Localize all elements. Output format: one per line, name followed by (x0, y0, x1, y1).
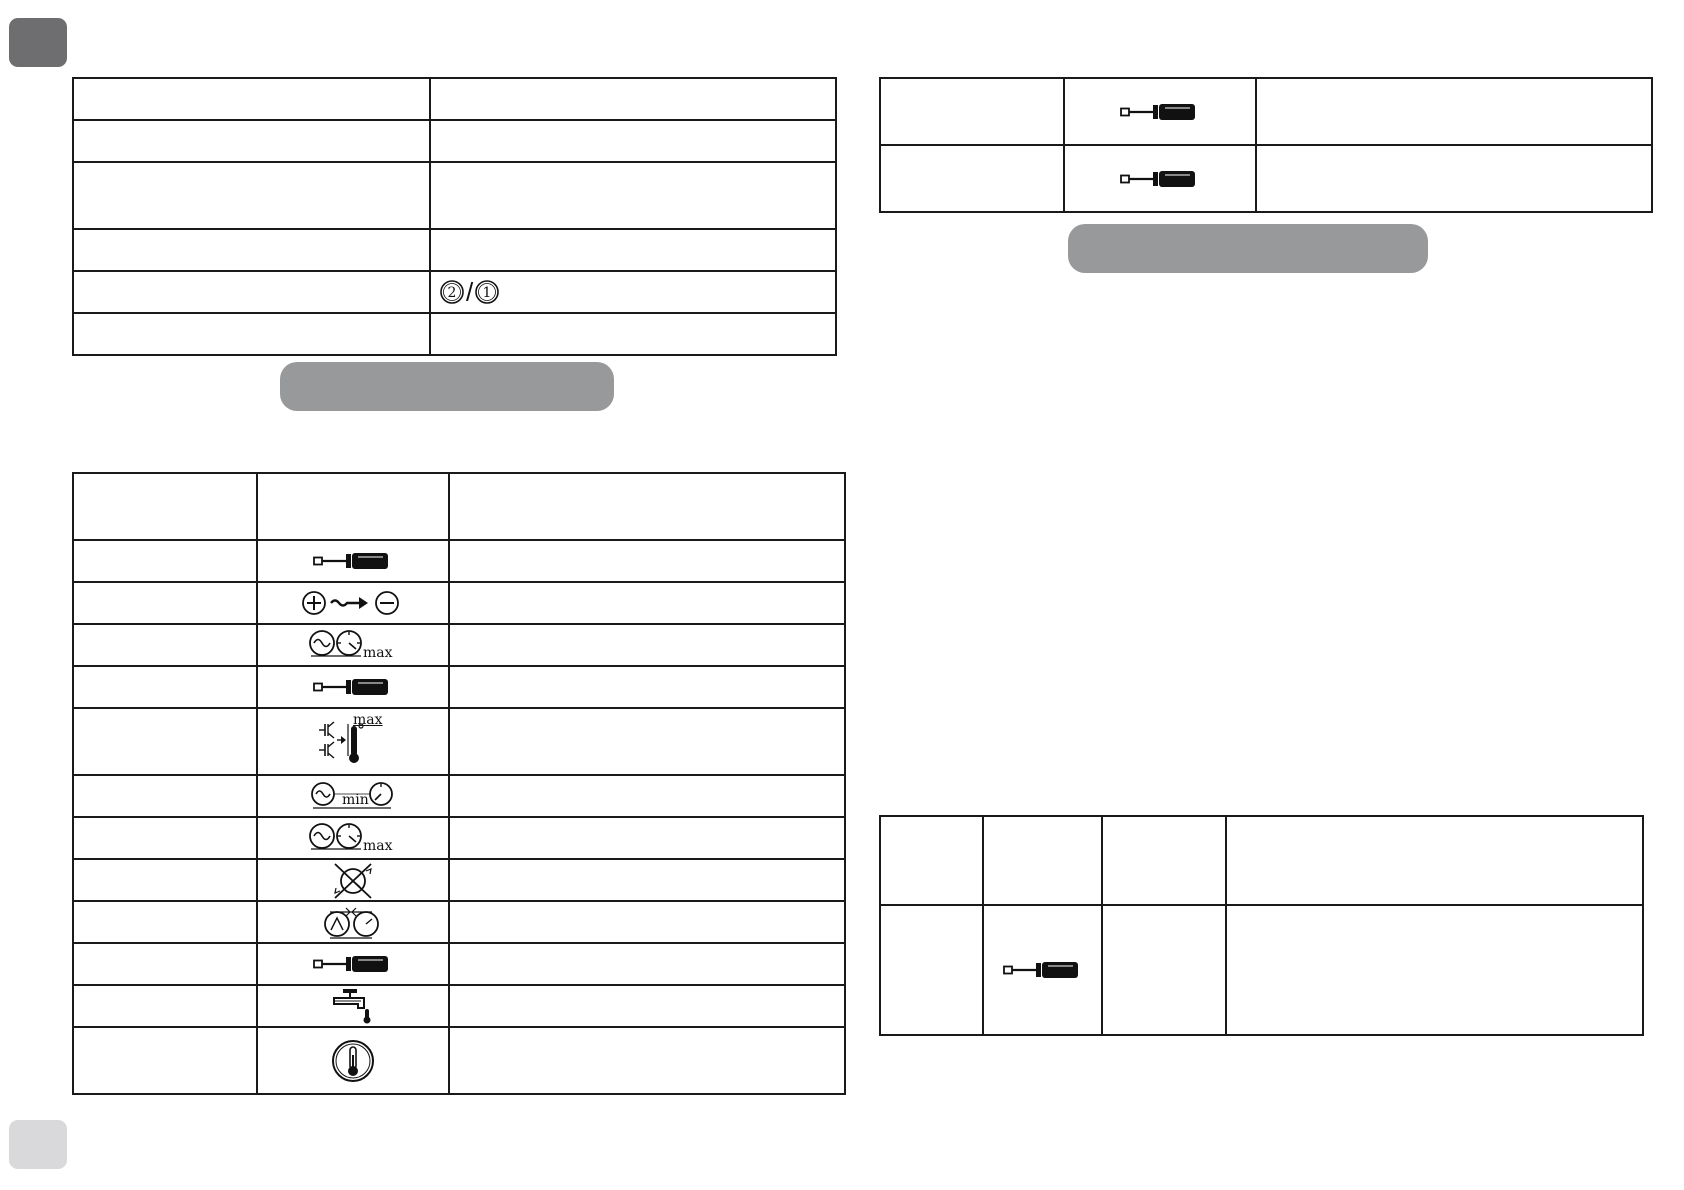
table-row (73, 817, 845, 859)
error-description (449, 817, 845, 859)
column-header (449, 473, 845, 540)
ac-pressure-min-icon (309, 780, 397, 812)
table-row (880, 905, 1643, 1035)
icon-label: max (363, 838, 393, 854)
spec-label (73, 271, 430, 313)
spec-value (430, 229, 836, 271)
table-row (73, 78, 836, 120)
column-header (983, 816, 1102, 905)
section-banner-left (280, 362, 614, 411)
pump-pressure-icon (320, 903, 386, 941)
pressure-sensor-fault-icon (330, 861, 376, 899)
spec-value (430, 78, 836, 120)
error-description (449, 624, 845, 666)
spec-value (430, 120, 836, 162)
table-row (880, 78, 1652, 145)
screwdriver-icon (313, 954, 393, 974)
screwdriver-icon (313, 677, 393, 697)
icon-label: max (353, 711, 383, 728)
svg-text:1: 1 (482, 285, 492, 301)
right-top-table (879, 77, 1653, 213)
spec-table (72, 77, 837, 356)
error-description (449, 901, 845, 943)
section-tab-top (9, 18, 67, 67)
right-bottom-table (879, 815, 1644, 1036)
table-header-row (880, 816, 1643, 905)
error-code (73, 624, 257, 666)
spec-value (430, 313, 836, 355)
table-row (880, 145, 1652, 212)
spec-label (73, 313, 430, 355)
error-code (73, 540, 257, 582)
table-row (73, 313, 836, 355)
screwdriver-icon (1120, 169, 1200, 189)
screwdriver-icon (1003, 960, 1083, 980)
icon-label: min (342, 792, 369, 808)
screwdriver-icon (1120, 102, 1200, 122)
error-description (1256, 78, 1652, 145)
table-cell (880, 905, 983, 1035)
icon-label: max (363, 645, 393, 661)
error-code (73, 666, 257, 708)
table-row (73, 1027, 845, 1094)
error-code (73, 817, 257, 859)
circled-2-icon (439, 279, 465, 305)
ac-pressure-max-icon (307, 628, 399, 662)
error-description (449, 775, 845, 817)
table-header-row (73, 473, 845, 540)
error-description (449, 708, 845, 775)
error-code (73, 582, 257, 624)
column-header (880, 816, 983, 905)
column-header (73, 473, 257, 540)
table-row (73, 775, 845, 817)
table-row (73, 271, 836, 313)
error-description (449, 1027, 845, 1094)
section-banner-right (1068, 224, 1428, 273)
error-description (449, 859, 845, 901)
table-row (73, 985, 845, 1027)
spec-label (73, 78, 430, 120)
table-row (73, 540, 845, 582)
polarity-icon (301, 589, 405, 617)
error-code (880, 145, 1064, 212)
error-code (73, 1027, 257, 1094)
column-header (1226, 816, 1643, 905)
spec-value (430, 162, 836, 229)
svg-text:2: 2 (447, 285, 457, 301)
error-description (449, 666, 845, 708)
table-row (73, 708, 845, 775)
column-header (1102, 816, 1226, 905)
error-description (449, 985, 845, 1027)
icon-separator: / (466, 276, 474, 307)
spec-label (73, 120, 430, 162)
table-row (73, 624, 845, 666)
table-row (73, 120, 836, 162)
table-row (73, 901, 845, 943)
error-description (1256, 145, 1652, 212)
ac-pressure-max-icon (307, 821, 399, 855)
error-description (449, 943, 845, 985)
table-row (73, 943, 845, 985)
error-description (449, 540, 845, 582)
error-code (73, 985, 257, 1027)
table-cell (1102, 905, 1226, 1035)
column-header (257, 473, 449, 540)
screwdriver-icon (313, 551, 393, 571)
error-code (73, 775, 257, 817)
error-code-table (72, 472, 846, 1095)
thermometer-icon (331, 1039, 375, 1083)
section-tab-bottom (9, 1120, 67, 1169)
spec-label (73, 162, 430, 229)
table-row (73, 666, 845, 708)
water-tap-temperature-icon (331, 987, 375, 1025)
error-code (73, 708, 257, 775)
table-row (73, 859, 845, 901)
circled-1-icon (474, 279, 500, 305)
error-description (1226, 905, 1643, 1035)
table-row (73, 229, 836, 271)
spec-value (430, 271, 836, 313)
error-code (73, 901, 257, 943)
spec-label (73, 229, 430, 271)
table-row (73, 582, 845, 624)
table-row (73, 162, 836, 229)
error-code (73, 943, 257, 985)
error-description (449, 582, 845, 624)
igbt-temperature-max-icon (315, 711, 391, 766)
error-code (880, 78, 1064, 145)
error-code (73, 859, 257, 901)
